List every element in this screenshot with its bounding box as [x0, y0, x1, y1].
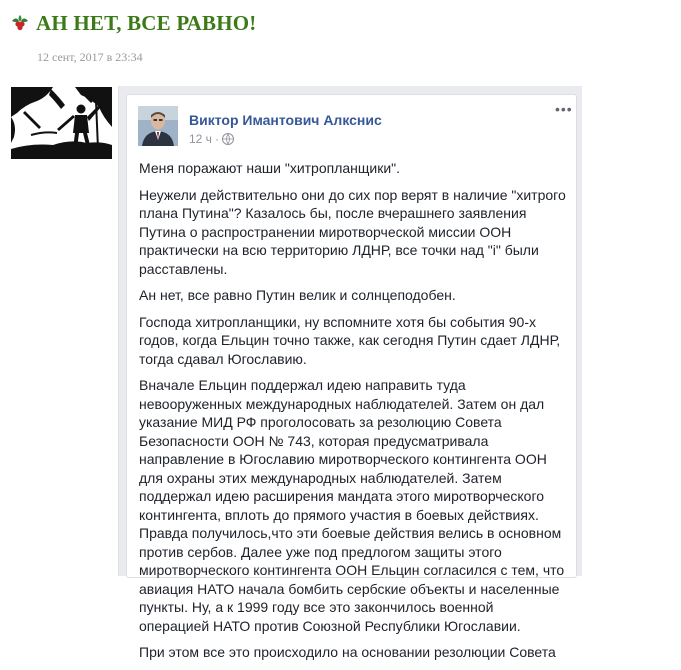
post-body	[139, 159, 567, 670]
meta-separator: ·	[214, 132, 219, 146]
post-paragraph: Меня поражают наши "хитропланщики".	[139, 160, 401, 176]
more-options-icon[interactable]: •••	[555, 101, 573, 117]
blog-header	[10, 8, 257, 38]
post-date: 12 сент, 2017 в 23:34	[37, 50, 143, 64]
post-paragraph: Неужели действительно они до сих пор верят в наличие "хитрого плана Путина"? Казалось бы, после вчерашнего заявления Путина о распространении миротворческой миссии ООН практически на всю территорию ЛДНР, все точки над "i" были расставлены.	[139, 186, 566, 277]
post-paragraph: Вначале Ельцин поддержал идею направить туда невооруженных международных наблюдателей. Затем он дал указание МИД РФ проголосовать за резолюцию Совета Безопасности ООН № 743, которая предусматривала направление в Югославию миротворческого контингента ООН для охраны этих международных наблюдателей. Затем поддержал идею расширения мандата этого миротворческого контингента, вплоть до прямого участия в боевых действиях. Правда получилось,что эти боевые действия велись в основном против сербов. Далее уже под предлогом защиты этого миротворческого контингента ООН Ельцин согласился с тем, что авиация НАТО начала бомбить сербские объекты и населенные пункты. Ну, а к 1999 году все это закончилось военной операцией НАТО против Союзной Республики Югославии.	[139, 377, 565, 634]
avatar-silhouette-icon	[11, 87, 112, 159]
facebook-post-card	[126, 94, 577, 660]
author-name-link[interactable]: Виктор Имантович Алкснис	[189, 112, 382, 128]
holly-icon	[10, 13, 30, 33]
post-paragraph: Господа хитропланщики, ну вспомните хотя бы события 90-х годов, когда Ельцин точно также, как сегодня Путин сдает ЛДНР, тогда сдавал Югославию.	[139, 313, 561, 367]
author-avatar[interactable]	[138, 106, 178, 146]
facebook-embed	[118, 86, 582, 660]
person-photo-icon	[138, 106, 178, 146]
globe-icon	[222, 133, 234, 145]
blog-post-title[interactable]: АН НЕТ, ВСЕ РАВНО!	[36, 10, 257, 35]
post-timestamp[interactable]: 12 ч	[189, 132, 212, 146]
post-paragraph: Ан нет, все равно Путин велик и солнцеподобен.	[139, 287, 456, 303]
post-meta	[189, 132, 234, 146]
blog-avatar[interactable]	[11, 87, 112, 159]
post-paragraph: При этом все это происходило на основании резолюции Совета	[139, 644, 556, 660]
